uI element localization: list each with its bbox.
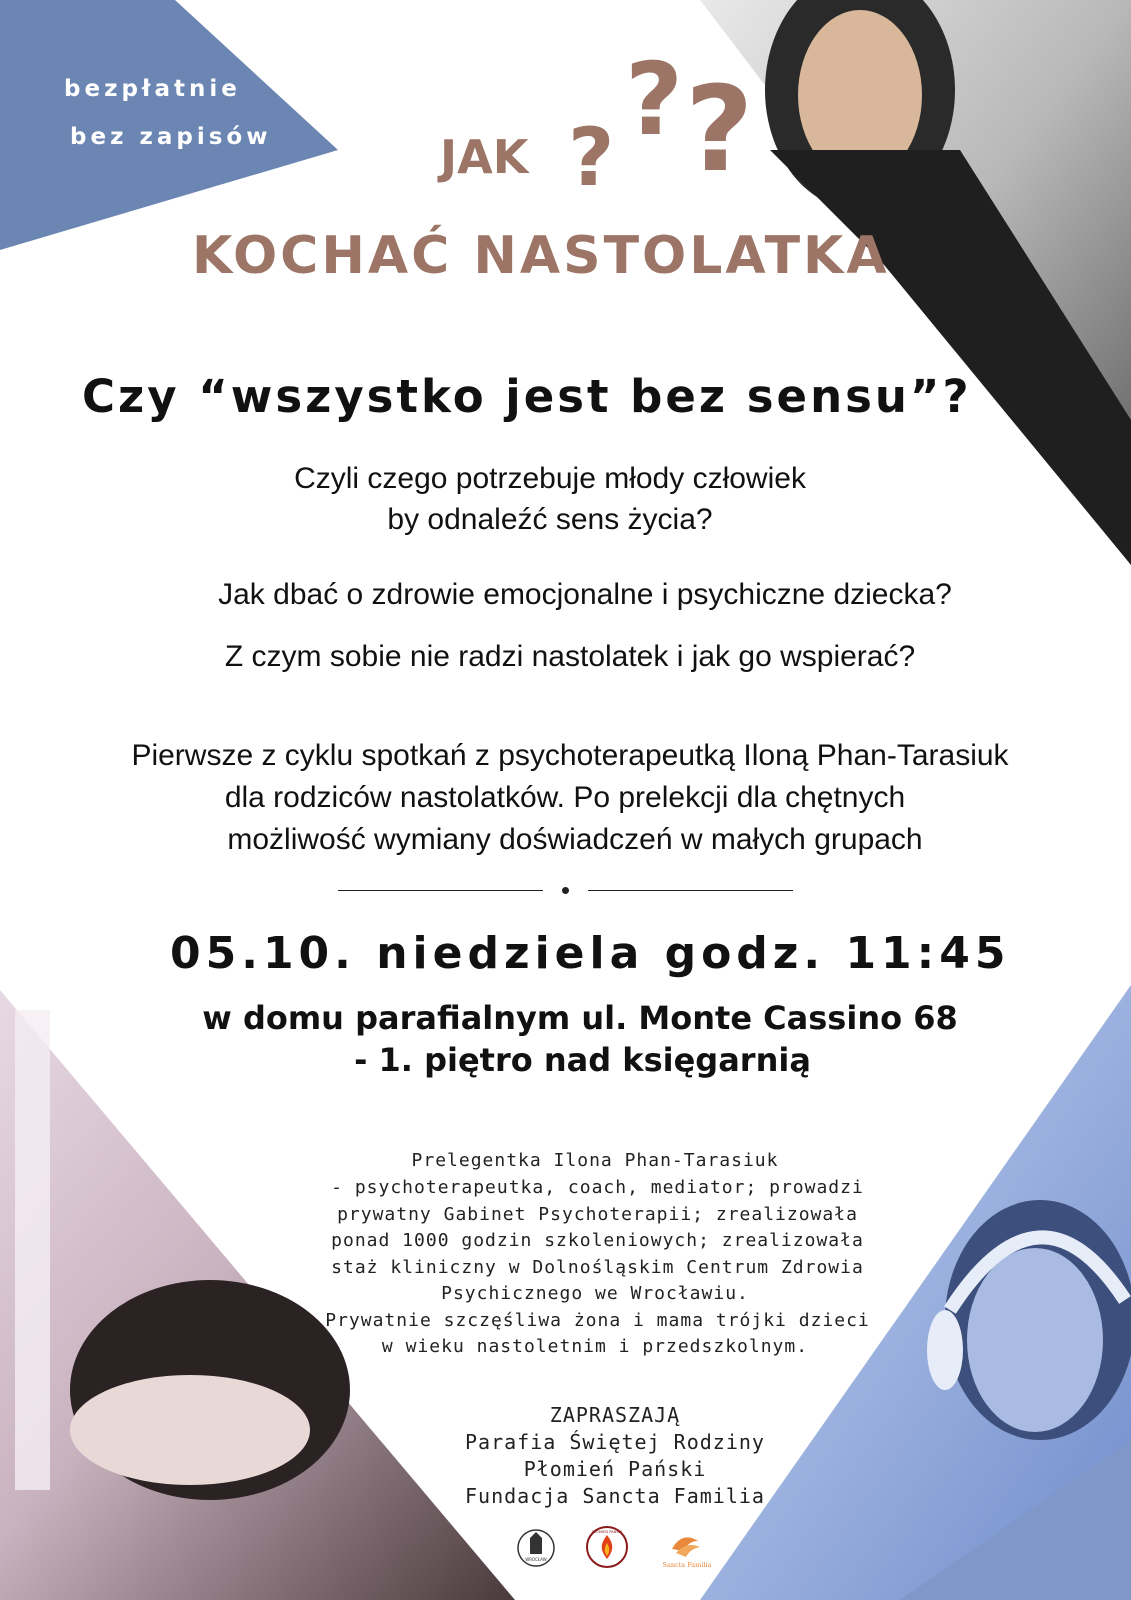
parish-logo-text: WROCŁAW bbox=[525, 1557, 547, 1562]
speaker-bio-line-5: staż kliniczny w Dolnośląskim Centrum Zdrowia bbox=[331, 1257, 864, 1278]
organizer-parish: Parafia Świętej Rodziny bbox=[465, 1430, 765, 1454]
sancta-familia-logo-text: Sancta Familia bbox=[662, 1561, 712, 1569]
description-line-2: dla rodziców nastolatków. Po prelekcji dla chętnych bbox=[224, 781, 906, 814]
badge-line-no-registration: bez zapisów bbox=[70, 124, 272, 150]
organizers-heading: ZAPRASZAJĄ bbox=[549, 1403, 681, 1427]
title-prefix: JAK bbox=[440, 130, 529, 184]
speaker-bio-line-8: w wieku nastoletnim i przedszkolnym. bbox=[381, 1336, 809, 1357]
speaker-bio-line-2: - psychoterapeutka, coach, mediator; prowadzi bbox=[331, 1177, 864, 1198]
divider-left bbox=[338, 890, 543, 891]
plomien-panski-logo bbox=[585, 1525, 629, 1569]
plomien-panski-logo-text: PŁOMIEŃ PAŃSKI bbox=[591, 1530, 623, 1534]
speaker-bio-line-1: Prelegentka Ilona Phan-Tarasiuk bbox=[411, 1150, 779, 1171]
divider-dot bbox=[562, 887, 569, 894]
organizer-plomien-panski: Płomień Pański bbox=[523, 1457, 707, 1481]
headline: Czy “wszystko jest bez sensu”? bbox=[82, 370, 972, 423]
description-line-3: możliwość wymiany doświadczeń w małych grupach bbox=[227, 823, 923, 856]
question-mark-medium: ? bbox=[625, 41, 684, 158]
question-line-3: Jak dbać o zdrowie emocjonalne i psychiczne dziecka? bbox=[218, 578, 952, 611]
speaker-bio-line-3: prywatny Gabinet Psychoterapii; zrealizowała bbox=[337, 1204, 858, 1225]
question-line-2: by odnaleźć sens życia? bbox=[387, 503, 713, 536]
divider-right bbox=[588, 890, 793, 891]
parish-logo bbox=[516, 1528, 556, 1568]
question-line-4: Z czym sobie nie radzi nastolatek i jak go wspierać? bbox=[224, 640, 916, 673]
page-title: KOCHAĆ NASTOLATKA bbox=[192, 226, 890, 286]
event-place-line-1: w domu parafialnym ul. Monte Cassino 68 bbox=[202, 999, 958, 1037]
event-place-line-2: - 1. piętro nad księgarnią bbox=[354, 1041, 811, 1079]
question-mark-large: ? bbox=[685, 60, 754, 198]
sancta-familia-logo bbox=[662, 1527, 712, 1571]
speaker-bio-line-6: Psychicznego we Wrocławiu. bbox=[441, 1283, 749, 1304]
speaker-bio-line-7: Prywatnie szczęśliwa żona i mama trójki dzieci bbox=[325, 1310, 870, 1331]
speaker-bio-line-4: ponad 1000 godzin szkoleniowych; zrealizowała bbox=[331, 1230, 864, 1251]
question-line-1: Czyli czego potrzebuje młody człowiek bbox=[294, 462, 806, 495]
organizer-sancta-familia: Fundacja Sancta Familia bbox=[465, 1484, 765, 1508]
question-mark-small: ? bbox=[568, 111, 615, 204]
description-line-1: Pierwsze z cyklu spotkań z psychoterapeutką Iloną Phan-Tarasiuk bbox=[131, 739, 1009, 772]
event-datetime: 05.10. niedziela godz. 11:45 bbox=[170, 928, 1011, 979]
badge-line-free: bezpłatnie bbox=[64, 76, 241, 102]
